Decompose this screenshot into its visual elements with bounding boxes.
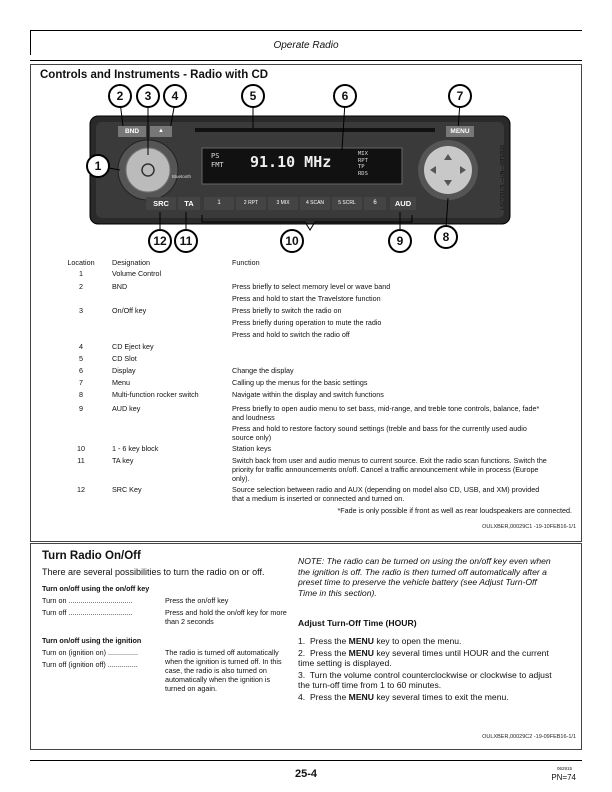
top-rule [30, 30, 582, 31]
step-key: MENU [348, 692, 374, 702]
step-2 [298, 648, 553, 668]
cell-fn: Change the display [232, 366, 294, 375]
eject-button[interactable]: ▲ [150, 126, 172, 137]
cell-fn: Press briefly to switch the radio on [232, 306, 342, 315]
callout-4: 4 [163, 84, 187, 108]
display-frequency: 91.10 MHz [250, 153, 332, 171]
footer-code: 062915 [556, 766, 572, 771]
cell-des: Menu [112, 378, 130, 387]
step-num: 1. [298, 636, 306, 646]
cell-des: BND [112, 282, 128, 291]
turn-on-text: Press the on/off key [165, 596, 229, 605]
menu-button[interactable]: MENU [446, 126, 474, 137]
table-footnote: *Fade is only possible if front as well as rear loudspeakers are connected. [337, 506, 572, 515]
cell-des: CD Slot [112, 354, 137, 363]
cell-loc: 7 [79, 378, 83, 387]
preset-5-button[interactable]: 5 SCRL [332, 197, 362, 210]
step-key: MENU [348, 636, 374, 646]
aud-button[interactable]: AUD [390, 197, 416, 210]
cell-fn: Press briefly during operation to mute the radio [232, 318, 382, 327]
cell-fn: Navigate within the display and switch functions [232, 390, 384, 399]
cell-loc: 8 [79, 390, 83, 399]
callout-12: 12 [148, 229, 172, 253]
section2-intro: There are several possibilities to turn the radio on or off. [42, 567, 265, 577]
sub-ignition: Turn on/off using the ignition [42, 636, 142, 645]
cell-des: 1 - 6 key block [112, 444, 159, 453]
callout-11: 11 [174, 229, 198, 253]
cell-des: TA key [112, 456, 134, 465]
callout-6: 6 [333, 84, 357, 108]
preset-2-button[interactable]: 2 RPT [236, 197, 266, 210]
section2-title: Turn Radio On/Off [42, 550, 141, 562]
adjust-title: Adjust Turn-Off Time (HOUR) [298, 618, 417, 628]
cell-loc: 11 [77, 456, 85, 465]
turn-off-text: Press and hold the on/off key for more than 2 seconds [165, 608, 287, 626]
note: NOTE: The radio can be turned on using the on/off key even when the ignition is off. The radio is then turned off automatically after a preset time to preserve the vehicle battery (see Adjust Turn-Off Time in this section). [298, 556, 551, 598]
preset-4-button[interactable]: 4 SCAN [300, 197, 330, 210]
step-text: Press the [309, 636, 349, 646]
pn-number: PN=74 [551, 773, 576, 782]
display-left: PS FMT [211, 152, 224, 169]
step-key: MENU [348, 648, 374, 658]
ta-button[interactable]: TA [178, 197, 200, 210]
cell-loc: 6 [79, 366, 83, 375]
figure-code: LX2725175 —UN—09FEB16 [500, 144, 506, 210]
preset-3-button[interactable]: 3 MIX [268, 197, 298, 210]
ign-on-label: Turn on (ignition on) ............... [42, 648, 139, 657]
step-3 [298, 670, 553, 690]
step-4 [298, 692, 553, 702]
cell-fn: Switch back from user and audio menus to current source. Exit the radio scan functions. Switch the priority for traffic announcements on/off. Cancel a traffic announcement while in process (Europe only). [232, 456, 547, 483]
ref-code-2: OULXBER,00029C2 -19-09FEB16-1/1 [482, 734, 576, 740]
step-text: Turn the volume control counterclockwise or clockwise to adjust the turn-off time from 1 to 60 minutes. [298, 670, 552, 690]
footer-rule [30, 760, 582, 761]
ref-code-1: OULXBER,00029C1 -19-10FEB16-1/1 [482, 524, 576, 530]
callout-7: 7 [448, 84, 472, 108]
callout-10: 10 [280, 229, 304, 253]
cell-fn: Press and hold to start the Travelstore function [232, 294, 381, 303]
callout-3: 3 [136, 84, 160, 108]
step-1 [298, 636, 553, 646]
ign-text: The radio is turned off automatically when the ignition is turned off. In this case, the radio is also turned on automatically when the ignition is turned on again. [165, 648, 282, 693]
callout-2: 2 [108, 84, 132, 108]
cell-fn: Press and hold to restore factory sound settings (treble and bass for the currently used audio source only) [232, 424, 527, 442]
header-rule [30, 60, 582, 61]
step-text: Press the [309, 648, 349, 658]
preset-1-button[interactable]: 1 [204, 197, 234, 210]
cell-des: AUD key [112, 404, 141, 413]
cell-fn: Source selection between radio and AUX (depending on model also CD, USB, and XM) provided that a medium is inserted or connected and turned on. [232, 485, 540, 503]
col-location: Location [67, 258, 95, 267]
bluetooth-label: Bluetooth [172, 174, 192, 179]
turn-on-label: Turn on ................................ [42, 596, 133, 605]
cell-des: Display [112, 366, 136, 375]
cell-loc: 3 [79, 306, 83, 315]
col-function: Function [232, 258, 260, 267]
step-num: 2. [298, 648, 306, 658]
page-number: 25-4 [294, 768, 318, 780]
cell-loc: 9 [79, 404, 83, 413]
section-title: Controls and Instruments - Radio with CD [40, 69, 269, 81]
cell-loc: 5 [79, 354, 83, 363]
cell-fn: Calling up the menus for the basic settings [232, 378, 368, 387]
controls-table [56, 258, 556, 518]
step-text: key to open the menu. [373, 636, 462, 646]
callout-5: 5 [241, 84, 265, 108]
cell-loc: 12 [77, 485, 85, 494]
cell-loc: 10 [77, 444, 85, 453]
cell-fn: Press and hold to switch the radio off [232, 330, 350, 339]
callout-9: 9 [388, 229, 412, 253]
step-num: 3. [298, 670, 306, 680]
src-button[interactable]: SRC [146, 197, 176, 210]
step-text: key several times to exit the menu. [373, 692, 509, 702]
turn-off-label: Turn off ................................ [42, 608, 133, 617]
ign-off-label: Turn off (ignition off) ............... [42, 660, 138, 669]
cell-des: On/Off key [112, 306, 147, 315]
display-right: MIX RPT TP RDS [358, 151, 368, 177]
cell-des: SRC Key [112, 485, 142, 494]
col-designation: Designation [112, 258, 150, 267]
cell-fn: Station keys [232, 444, 272, 453]
preset-6-button[interactable]: 6 [364, 197, 386, 210]
step-text: key several times until HOUR and the current time setting is displayed. [298, 648, 549, 668]
cell-fn: Press briefly to open audio menu to set bass, mid-range, and treble tone controls, balance, fade* and loudness [232, 404, 540, 422]
step-text: Press the [309, 692, 349, 702]
cell-loc: 4 [79, 342, 83, 351]
step-num: 4. [298, 692, 306, 702]
sub-onoff-key: Turn on/off using the on/off key [42, 584, 150, 593]
callout-1: 1 [86, 154, 110, 178]
cell-loc: 1 [79, 269, 83, 278]
running-title: Operate Radio [273, 40, 339, 51]
bnd-button[interactable]: BND [118, 126, 146, 137]
cd-slot [195, 128, 435, 132]
cell-fn: Press briefly to select memory level or wave band [232, 282, 391, 291]
cell-des: Volume Control [112, 269, 162, 278]
cell-des: Multi-function rocker switch [112, 390, 199, 399]
callout-8: 8 [434, 225, 458, 249]
cell-loc: 2 [79, 282, 83, 291]
cell-des: CD Eject key [112, 342, 154, 351]
